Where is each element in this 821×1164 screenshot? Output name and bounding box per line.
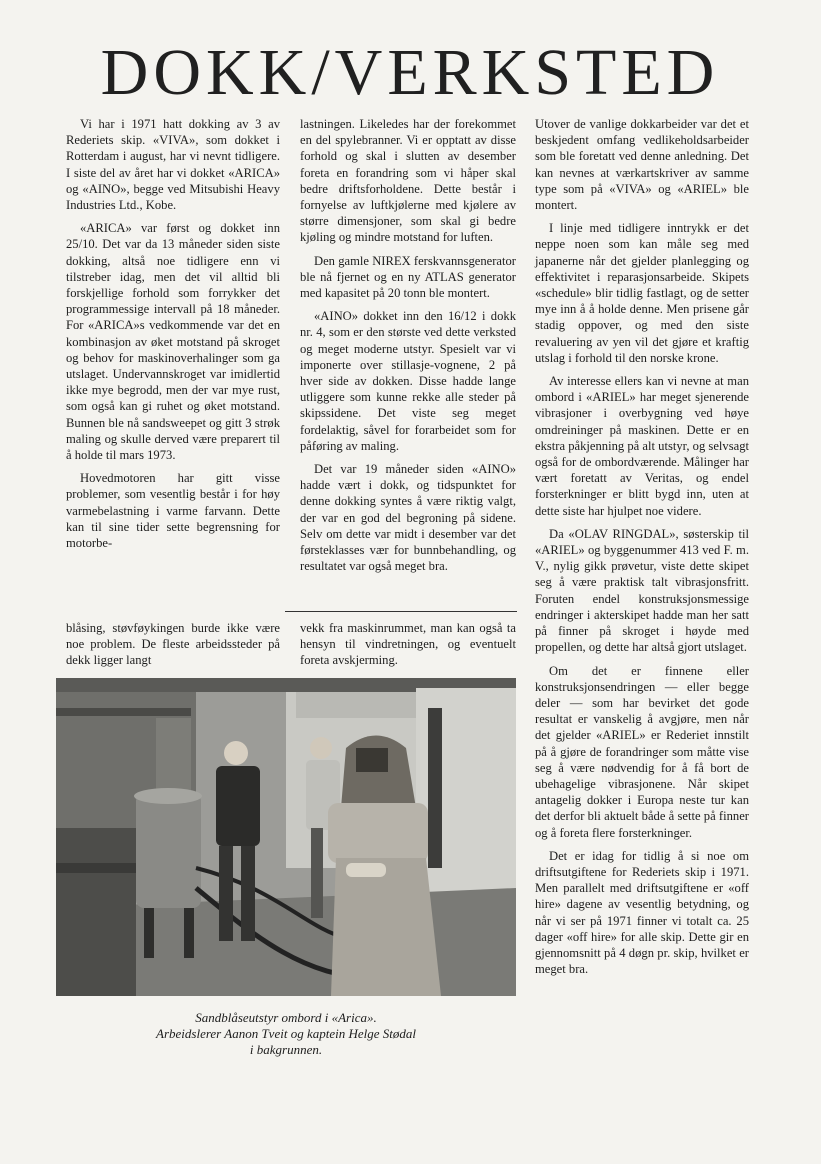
photo-illustration [56, 678, 516, 996]
paragraph: Den gamle NIREX ferskvannsgenerator ble nå fjernet og en ny ATLAS generator med kapasitet på 20 tonn ble montert. [300, 253, 516, 301]
caption-line: i bakgrunnen. [249, 1042, 323, 1057]
paragraph: «AINO» dokket inn den 16/12 i dokk nr. 4, som er den største ved dette verksted og meget moderne utstyr. Spesielt var vi imponerte over stillasje-vognene, 2 på hver side av dokken. Disse hadde lange utliggere som kunne rekke alle steder på skipssidene. Det viste seg meget fordelaktig, såvel for forarbeidet som for påføring av maling. [300, 309, 516, 453]
page-title: DOKK/VERKSTED [100, 36, 720, 109]
paragraph: Det er idag for tidlig å si noe om driftsutgiftene for Rederiets skip i 1971. Men parallelt med driftsutgiftene er «off hire» dagene av vesentlig betydning, og når vi ser på 1971 finner vi totalt ca. 25 dager «off hire» for alle skip. Dette gir en gjennomsnitt på 4 døgn pr. skip, hvilket er meget bra. [535, 848, 749, 977]
paragraph: Om det er finnene eller konstruksjonsendringen — eller begge deler — som har bevirket det gode resultat er vanskelig å avgjøre, men når det gjelder «ARIEL» er Rederiet innstilt på å gjøre de forandringer som måtte vise seg å være nødvendig for å få bort de ubehagelige vibrasjonene. Når skipet antagelig dokker i Europa neste tur kan det derfor bli aktuelt både å sette på finner og å foreta flere forsterkninger. [535, 663, 749, 840]
paragraph: Av interesse ellers kan vi nevne at man ombord i «ARIEL» har meget sjenerende vibrasjoner i overbygning ved høye omdreininger på maskinen. Dette er en ekstra påkjenning på alt utstyr, og selvsagt også for de ombordværende. Målinger har vært foretatt av Veritas, og endel forsterkninger er blitt bygd inn, uten at dette siste har hjulpet noe videre. [535, 374, 749, 518]
paragraph: Det var 19 måneder siden «AINO» hadde vært i dokk, og tidspunktet for denne dokking syntes å være riktig valgt, der var en god del begroning på sidene. Selv om dette var midt i desember var det førsteklasses vær for bunnbehandling, og resultatet var også meget bra. [300, 462, 516, 574]
sandblasting-photo [56, 678, 516, 996]
column-3 [535, 116, 749, 984]
paragraph: vekk fra maskinrummet, man kan også ta hensyn til vindretningen, og eventuelt foreta avskjerming. [300, 621, 516, 668]
paragraph: Da «OLAV RINGDAL», søsterskip til «ARIEL» og byggenummer 413 ved F. m. V., nylig gikk prøvetur, viste dette skipet seg å være praktisk talt vibrasjonsfritt. Foruten endel konstruksjonsmessige endringer i akterskipet hadde man her satt på finner på skroget i høyde med propellen, og dette har altså gjort utslaget. [535, 526, 749, 655]
paragraph: lastningen. Likeledes har der forekommet en del spylebranner. Vi er opptatt av disse forhold og skal i slutten av desember foreta en forandring som vi håper skal bedre driftsforholdene. Dette består i fornyelse av luftkjølerne med kjølere av større dimensjoner, som skal gi bedre kjøling og mindre motstand for luften. [300, 117, 516, 245]
photo-caption [66, 1010, 506, 1058]
column-2 [300, 116, 516, 581]
paragraph: blåsing, støvføykingen burde ikke være noe problem. De fleste arbeidssteder på dekk ligger langt [66, 621, 280, 668]
paragraph: I linje med tidligere inntrykk er det neppe noen som kan måle seg med japanerne når det gjelder planlegging og effektivitet i reparasjonsarbeide. Skipets «schedule» blir tidlig fastlagt, og de setter mye inn å å holde denne. Men prisene går stadig oppover, og med den siste revaluering av yen vil det gjøre et kraftig utslag i forhold til den norske krone. [535, 221, 749, 365]
caption-line: Sandblåseutstyr ombord i «Arica». [195, 1010, 377, 1025]
continuation-rule [285, 611, 517, 612]
column-1-continuation [66, 620, 280, 676]
paragraph: Hovedmotoren har gitt visse problemer, som vesentlig består i for høy varmebelastning i varme farvann. Dette kan til sine tider sette begrensning for motorbe- [66, 471, 280, 551]
caption-line: Arbeidslerer Aanon Tveit og kaptein Helge Stødal [156, 1026, 416, 1041]
paragraph: Vi har i 1971 hatt dokking av 3 av Rederiets skip. «VIVA», som dokket i Rotterdam i august, har vi nevnt tidligere. I siste del av året har vi dokket «ARICA» og «AINO», begge ved Mitsubishi Heavy Industries Ltd., Kobe. [66, 117, 280, 213]
paragraph: «ARICA» var først og dokket inn 25/10. Det var da 13 måneder siden siste dokking, altså noe tidligere enn vi tilstreber idag, men det vil alltid bli forskjellige forhold som forrykker det programmessige intervall på 18 måneder. For «ARICA»s vedkommende var det en kombinasjon av øket motstand på skroget og behov for maskinoverhalinger som ga utslaget. Undervannskroget var imidlertid ikke mye begrodd, men der var mye rust, som også kan gi ruhet og øket motstand. Bunnen ble nå sandsweepet og gitt 3 strøk maling og skulle derved være preparert til å holde til mars 1973. [66, 221, 280, 463]
column-1 [66, 116, 280, 558]
paragraph: Utover de vanlige dokkarbeider var det et beskjedent omfang vedlikeholdsarbeider som ble foretatt ved denne anledning. Det kan nevnes at værkartskriver av samme type som på «VIVA» og «ARIEL» ble montert. [535, 117, 749, 213]
column-2-continuation [300, 620, 516, 676]
